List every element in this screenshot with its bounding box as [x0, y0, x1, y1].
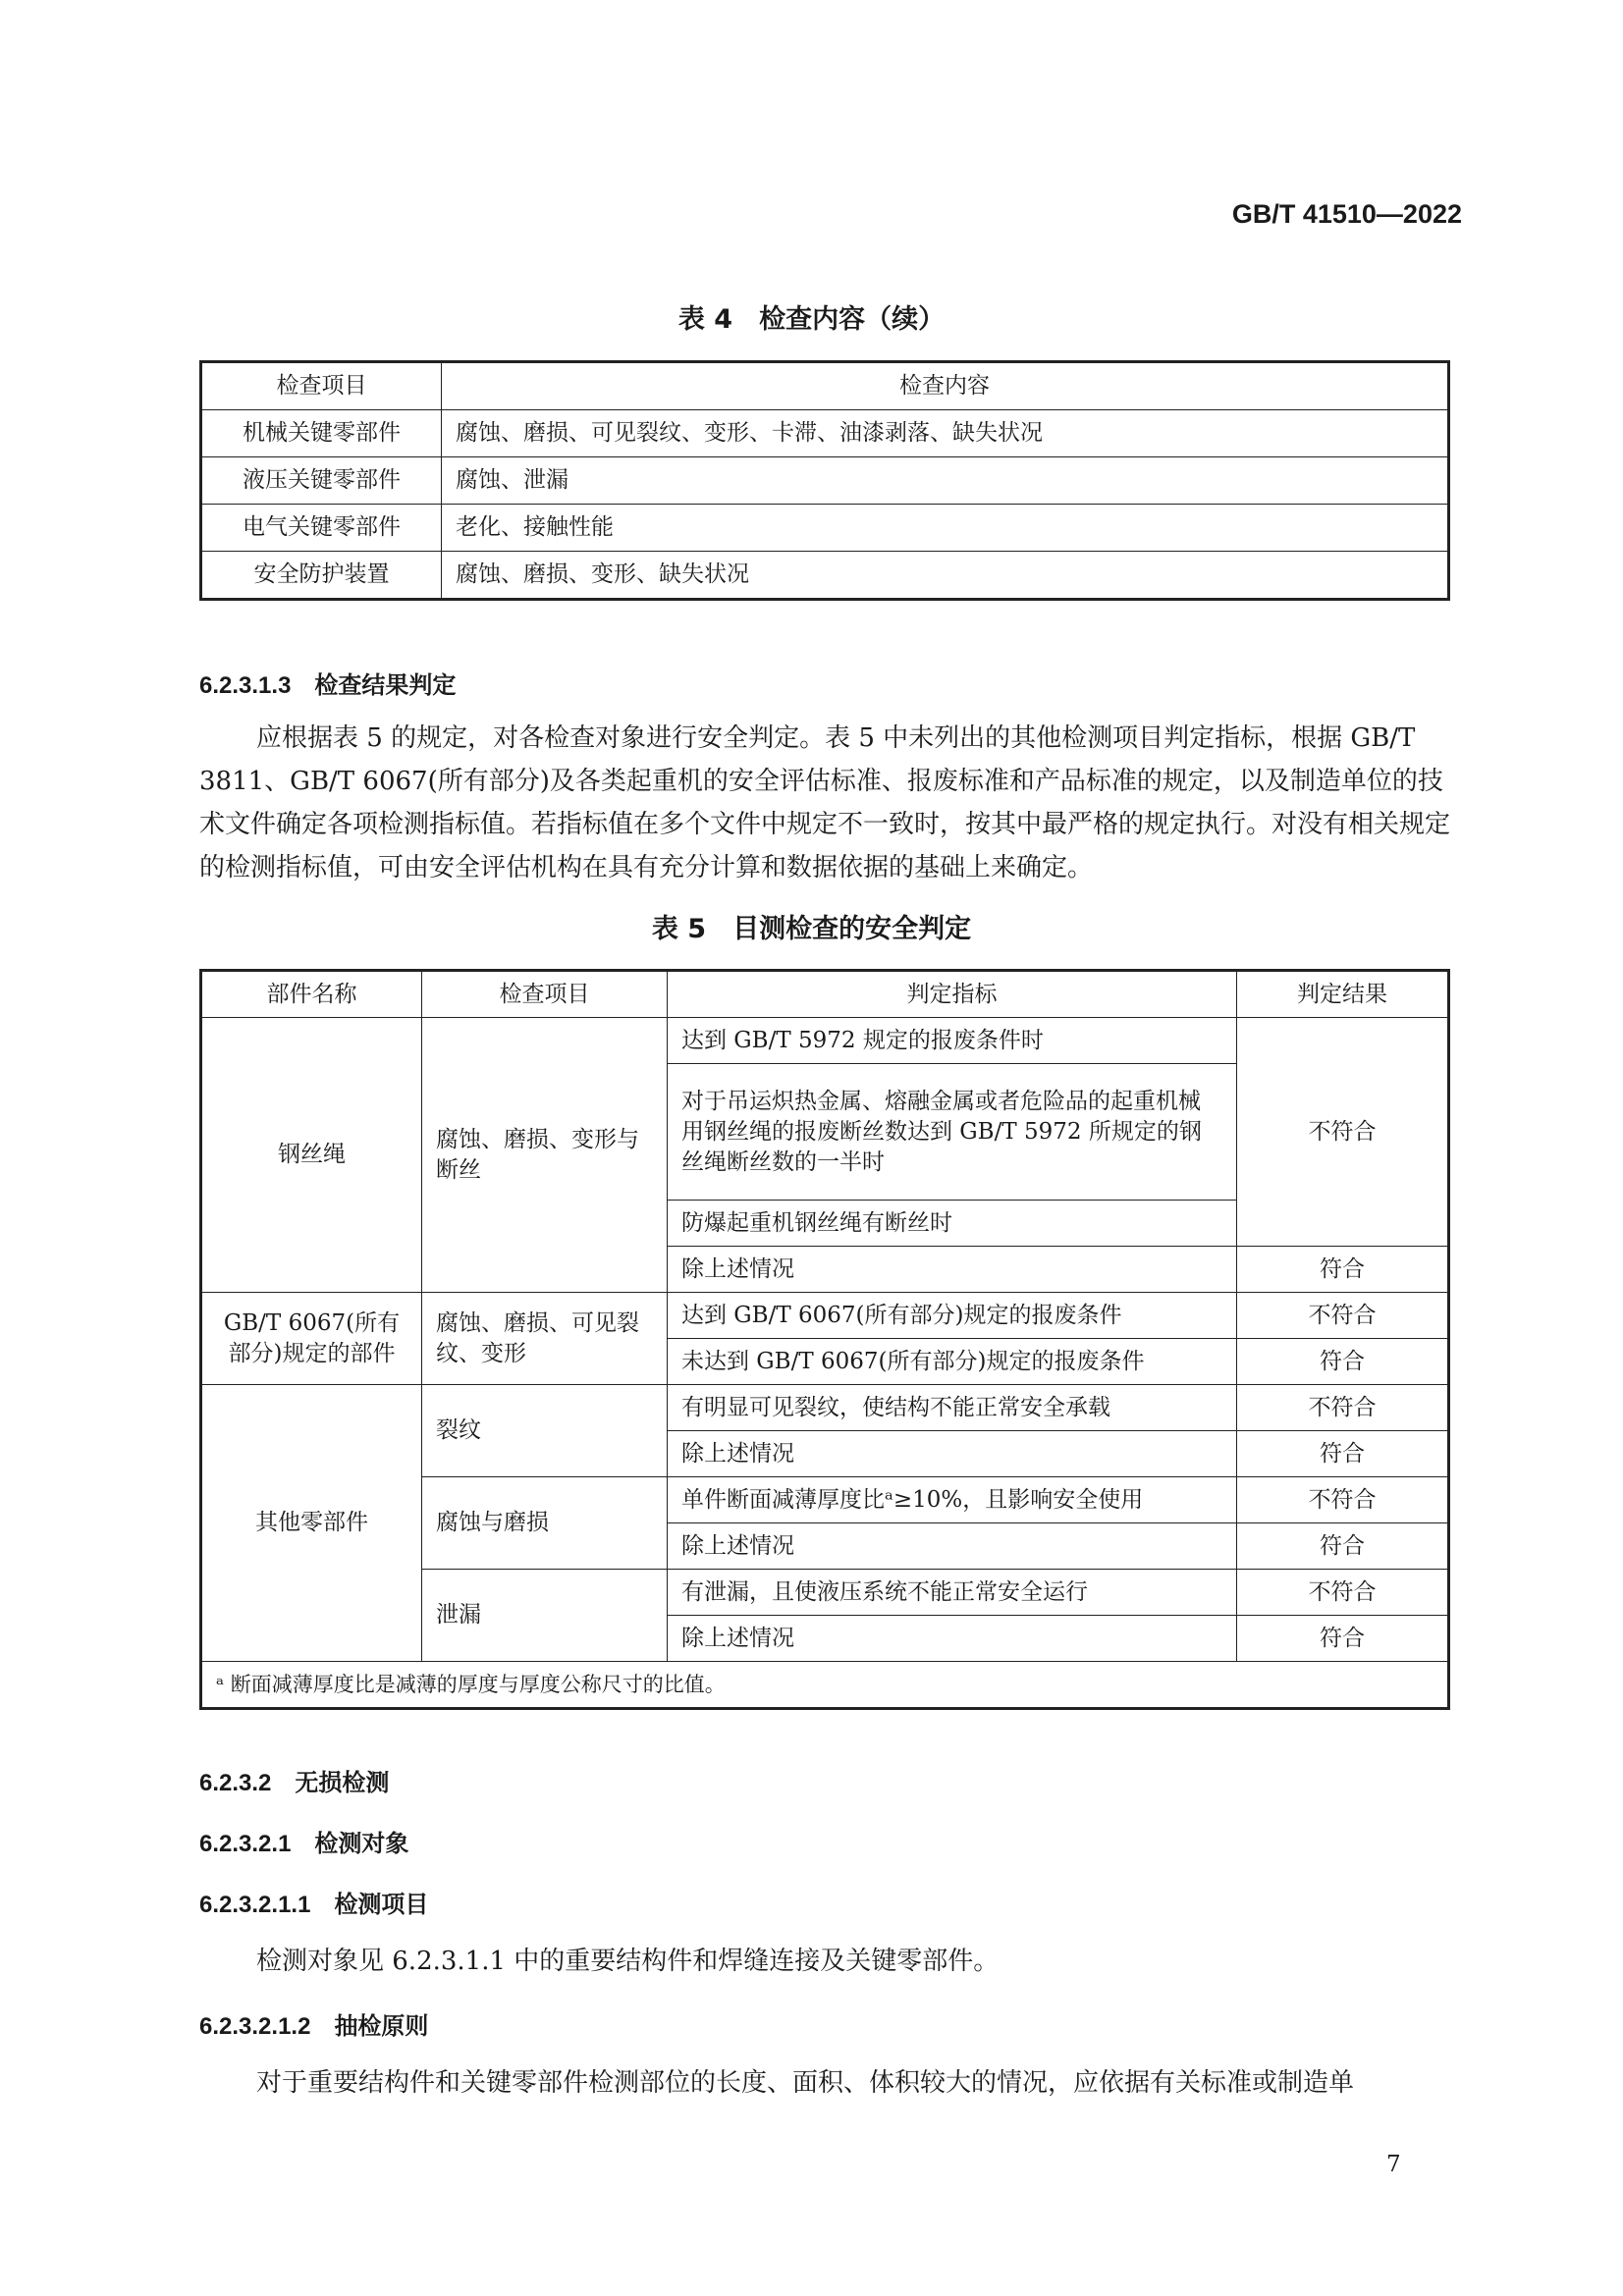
item-corrosion-wear: 腐蚀与磨损 — [422, 1477, 668, 1570]
heading-6-2-3-2 — [199, 1763, 389, 1797]
section-title: 检查结果判定 — [314, 671, 457, 699]
table5-col-result: 判定结果 — [1237, 971, 1449, 1018]
result-cell: 符合 — [1237, 1247, 1449, 1293]
item-gbt6067: 腐蚀、磨损、可见裂纹、变形 — [422, 1293, 668, 1385]
section-title: 无损检测 — [295, 1769, 390, 1796]
heading-6-2-3-2-1 — [199, 1824, 408, 1858]
result-cell: 符合 — [1237, 1616, 1449, 1662]
criteria-cell: 对于吊运炽热金属、熔融金属或者危险品的起重机械用钢丝绳的报废断丝数达到 GB/T 5972 所规定的钢丝绳断丝数的一半时 — [668, 1064, 1237, 1201]
table-row — [201, 1018, 1449, 1064]
part-gbt6067: GB/T 6067(所有部分)规定的部件 — [201, 1293, 422, 1385]
paragraph-result-judgement — [199, 717, 1450, 889]
criteria-cell: 单件断面减薄厚度比ᵃ≥10%，且影响安全使用 — [668, 1477, 1237, 1523]
table4-content: 老化、接触性能 — [442, 505, 1449, 552]
paragraph-text: 检测对象见 6.2.3.1.1 中的重要结构件和焊缝连接及关键零部件。 — [256, 1947, 1000, 1976]
table5-footnote-row — [201, 1662, 1449, 1709]
criteria-cell: 有泄漏，且使液压系统不能正常安全运行 — [668, 1570, 1237, 1616]
criteria-cell: 防爆起重机钢丝绳有断丝时 — [668, 1201, 1237, 1247]
criteria-cell: 除上述情况 — [668, 1523, 1237, 1570]
result-cell: 不符合 — [1237, 1385, 1449, 1431]
table4-header-row — [201, 362, 1449, 410]
table4-item: 机械关键零部件 — [201, 410, 442, 457]
part-others: 其他零部件 — [201, 1385, 422, 1662]
table4-item: 液压关键零部件 — [201, 457, 442, 505]
result-cell: 符合 — [1237, 1523, 1449, 1570]
heading-6-2-3-2-1-1 — [199, 1885, 428, 1919]
table4 — [199, 360, 1450, 601]
paragraph-detection-items — [199, 1940, 1450, 1983]
table4-content: 腐蚀、磨损、变形、缺失状况 — [442, 552, 1449, 600]
item-crack: 裂纹 — [422, 1385, 668, 1477]
table4-col-content: 检查内容 — [442, 362, 1449, 410]
section-title: 检测对象 — [314, 1830, 409, 1857]
result-cell: 符合 — [1237, 1339, 1449, 1385]
table-row — [201, 552, 1449, 600]
table-row — [201, 1293, 1449, 1339]
table5-col-item: 检查项目 — [422, 971, 668, 1018]
criteria-cell: 除上述情况 — [668, 1616, 1237, 1662]
item-leakage: 泄漏 — [422, 1570, 668, 1662]
criteria-cell: 有明显可见裂纹，使结构不能正常安全承载 — [668, 1385, 1237, 1431]
table-row — [201, 1385, 1449, 1431]
heading-6-2-3-1-3 — [199, 666, 456, 700]
table5-footnote: ᵃ 断面减薄厚度比是减薄的厚度与厚度公称尺寸的比值。 — [201, 1662, 1449, 1709]
table4-content: 腐蚀、磨损、可见裂纹、变形、卡滞、油漆剥落、缺失状况 — [442, 410, 1449, 457]
table5 — [199, 969, 1450, 1710]
criteria-cell: 除上述情况 — [668, 1431, 1237, 1477]
table5-col-criteria: 判定指标 — [668, 971, 1237, 1018]
section-title: 检测项目 — [334, 1891, 429, 1918]
item-wire-rope: 腐蚀、磨损、变形与断丝 — [422, 1018, 668, 1293]
section-number: 6.2.3.2.1 — [199, 1831, 292, 1857]
standard-code: GB/T 41510—2022 — [1231, 199, 1462, 229]
paragraph-text: 应根据表 5 的规定，对各检查对象进行安全判定。表 5 中未列出的其他检测项目判定指标，根据 GB/T 3811、GB/T 6067(所有部分)及各类起重机的安全评估标准、报废标准和产品标准的规定，以及制造单位的技术文件确定各项检测指标值。若指标值在多个文件中规定不一致时，按其中最严格的规定执行。对没有相关规定的检测指标值，可由安全评估机构在具有充分计算和数据依据的基础上来确定。 — [199, 723, 1451, 882]
criteria-cell: 达到 GB/T 5972 规定的报废条件时 — [668, 1018, 1237, 1064]
table-row — [201, 410, 1449, 457]
page-number: 7 — [1386, 2152, 1401, 2177]
section-number: 6.2.3.2 — [199, 1770, 272, 1796]
table4-content: 腐蚀、泄漏 — [442, 457, 1449, 505]
section-number: 6.2.3.1.3 — [199, 672, 292, 699]
table5-header-row — [201, 971, 1449, 1018]
criteria-cell: 达到 GB/T 6067(所有部分)规定的报废条件 — [668, 1293, 1237, 1339]
result-cell: 不符合 — [1237, 1018, 1449, 1247]
table5-caption: 表 5 目测检查的安全判定 — [651, 914, 972, 944]
table4-item: 安全防护装置 — [201, 552, 442, 600]
table4-item: 电气关键零部件 — [201, 505, 442, 552]
table4-caption: 表 4 检查内容（续） — [677, 304, 946, 335]
table-row — [201, 457, 1449, 505]
result-cell: 符合 — [1237, 1431, 1449, 1477]
criteria-cell: 未达到 GB/T 6067(所有部分)规定的报废条件 — [668, 1339, 1237, 1385]
table5-col-part: 部件名称 — [201, 971, 422, 1018]
criteria-cell: 除上述情况 — [668, 1247, 1237, 1293]
paragraph-sampling-principle — [199, 2061, 1450, 2105]
part-wire-rope: 钢丝绳 — [201, 1018, 422, 1293]
section-number: 6.2.3.2.1.2 — [199, 2013, 311, 2040]
result-cell: 不符合 — [1237, 1570, 1449, 1616]
paragraph-text: 对于重要结构件和关键零部件检测部位的长度、面积、体积较大的情况，应依据有关标准或制造单 — [256, 2068, 1355, 2098]
table-row — [201, 505, 1449, 552]
result-cell: 不符合 — [1237, 1477, 1449, 1523]
table4-col-item: 检查项目 — [201, 362, 442, 410]
section-number: 6.2.3.2.1.1 — [199, 1892, 311, 1918]
heading-6-2-3-2-1-2 — [199, 2006, 428, 2041]
result-cell: 不符合 — [1237, 1293, 1449, 1339]
section-title: 抽检原则 — [334, 2012, 429, 2040]
